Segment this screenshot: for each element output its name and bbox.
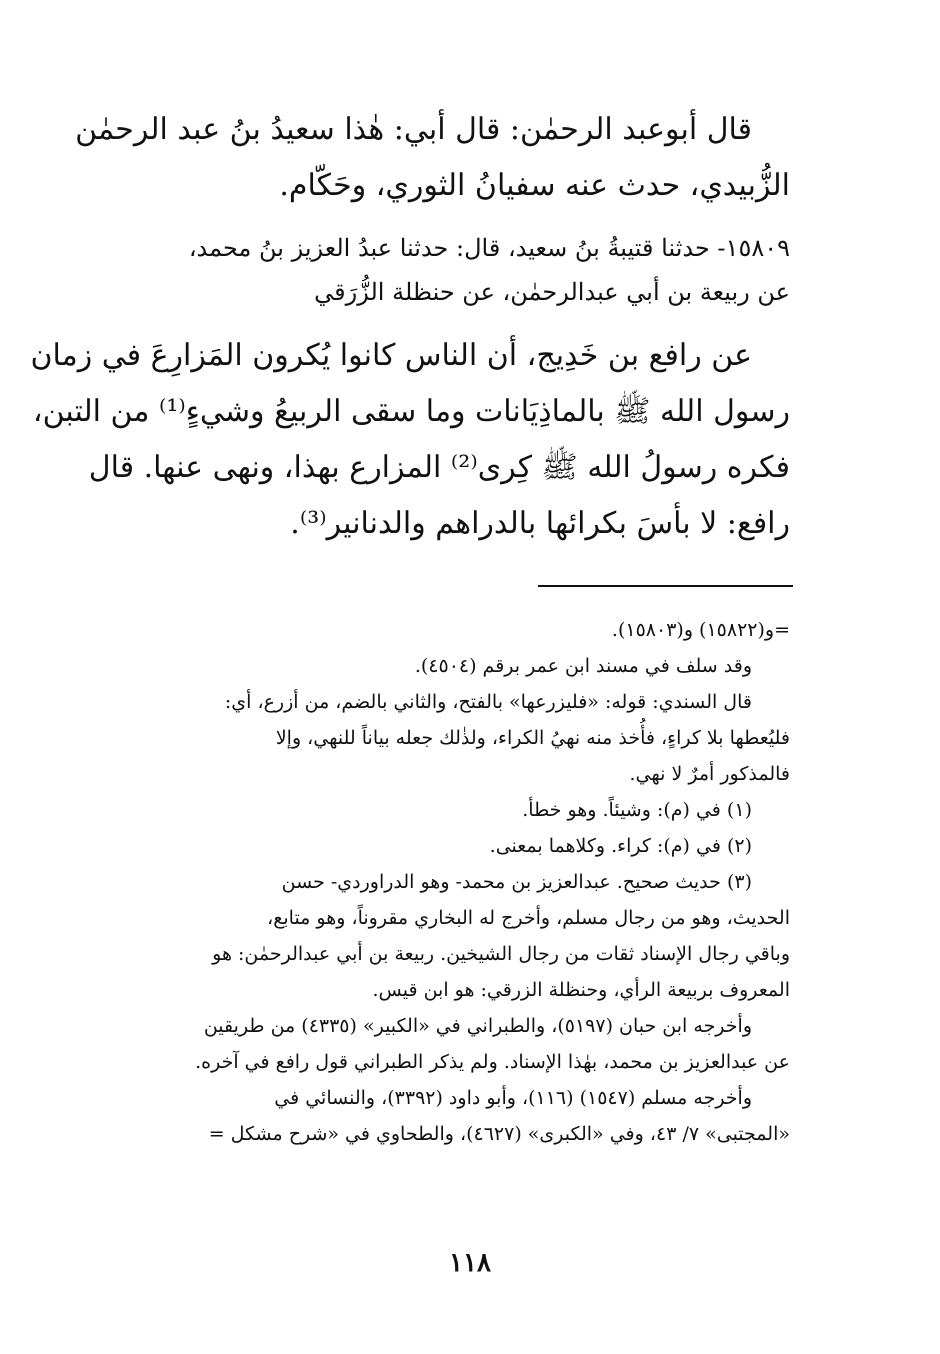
text-line: ١٥٨٠٩- حدثنا قتيبةُ بنُ سعيد، قال: حدثنا عبدُ العزيز بنُ محمد، bbox=[188, 234, 790, 262]
footnote-prior-reference: وقد سلف في مسند ابن عمر برقم (٤٥٠٤). bbox=[414, 655, 752, 677]
footnote-3-line: الحديث، وهو من رجال مسلم، وأخرج له البخاري مقروناً، وهو متابع، bbox=[267, 907, 790, 929]
footnote-sindi-line: فالمذكور أمرٌ لا نهي. bbox=[629, 763, 790, 785]
hadith-matn bbox=[30, 328, 790, 552]
text-line: الزُّبيدي، حدث عنه سفيانُ الثوري، وحَكّام. bbox=[279, 168, 790, 203]
page-number: ١١٨ bbox=[449, 1248, 491, 1278]
takhrij-line: عن عبدالعزيز بن محمد، بهٰذا الإسناد. ولم يذكر الطبراني قول رافع في آخره. bbox=[195, 1051, 790, 1073]
hadith-isnad bbox=[85, 226, 790, 314]
text-line: رسول الله ﷺ بالماذِيَانات وما سقى الربيعُ وشيءٍ⁽¹⁾ من التبن، bbox=[32, 394, 790, 429]
text-line: قال أبوعبد الرحمٰن: قال أبي: هٰذا سعيدُ بنُ عبد الرحمٰن bbox=[75, 112, 752, 147]
takhrij-line: وأخرجه مسلم (١٥٤٧) (١١٦)، وأبو داود (٣٣٩٢)، والنسائي في bbox=[274, 1087, 752, 1109]
text-line: عن ربيعة بن أبي عبدالرحمٰن، عن حنظلة الزُّرَقي bbox=[314, 278, 790, 306]
takhrij-line: «المجتبى» ٧/ ٤٣، وفي «الكبرى» (٤٦٢٧)، والطحاوي في «شرح مشكل = bbox=[208, 1123, 790, 1145]
footnote-2: (٢) في (م): كراء. وكلاهما بمعنى. bbox=[489, 835, 752, 857]
footnote-3-line: (٣) حديث صحيح. عبدالعزيز بن محمد- وهو الدراوردي- حسن bbox=[281, 871, 752, 893]
text-line: رافع: لا بأسَ بكرائها بالدراهم والدنانير⁽³⁾. bbox=[290, 506, 790, 541]
footnote-3-line: المعروف بربيعة الرأي، وحنظلة الزرقي: هو ابن قيس. bbox=[372, 979, 790, 1001]
footnote-sindi-line: فليُعطها بلا كراءٍ، فأُخذ منه نهيُ الكراء، ولذٰلك جعله بياناً للنهي، وإلا bbox=[275, 727, 790, 749]
footnote-1: (١) في (م): وشيئاً. وهو خطأ. bbox=[522, 799, 752, 821]
footnotes bbox=[85, 612, 790, 1152]
text-line: فكره رسولُ الله ﷺ كِرى⁽²⁾ المزارع بهذا، ونهى عنها. قال bbox=[88, 450, 790, 485]
takhrij-line: وأخرجه ابن حبان (٥١٩٧)، والطبراني في «الكبير» (٤٣٣٥) من طريقين bbox=[203, 1015, 752, 1037]
main-paragraph-1 bbox=[75, 102, 790, 214]
footnote-divider bbox=[538, 585, 793, 587]
text-line: عن رافع بن خَدِيج، أن الناس كانوا يُكرون المَزارِعَ في زمان bbox=[30, 338, 752, 373]
footnote-3-line: وباقي رجال الإسناد ثقات من رجال الشيخين. ربيعة بن أبي عبدالرحمٰن: هو bbox=[212, 943, 790, 965]
footnote-sindi-line: قال السندي: قوله: «فليزرعها» بالفتح، والثاني بالضم، من أزرع، أي: bbox=[224, 691, 752, 713]
footnote-continuation: =و(١٥٨٢٢) و(١٥٨٠٣). bbox=[611, 619, 790, 641]
